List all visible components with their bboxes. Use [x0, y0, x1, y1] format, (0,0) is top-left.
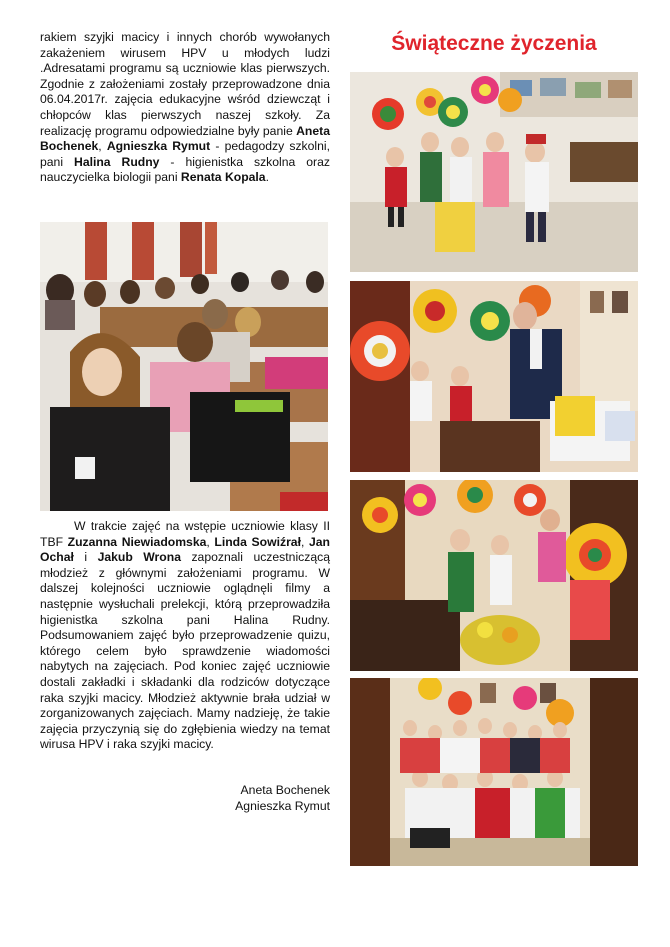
article-text: ,: [98, 139, 107, 154]
person-name: Linda Sowiźrał: [214, 534, 301, 549]
person-name: Jakub Wrona: [97, 550, 181, 565]
photo-group-picture: [350, 678, 638, 866]
photo-children-procession: [350, 72, 638, 272]
photo-children-with-guest: [350, 281, 638, 472]
person-name: Halina Rudny: [74, 154, 160, 169]
person-name: Agnieszka Rymut: [106, 139, 211, 154]
article-text: ,: [300, 534, 309, 549]
article-text: ,: [206, 534, 215, 549]
signature-line-1: Aneta Bochenek: [240, 783, 330, 797]
article-text: - pedagodzy szkolni, pani: [40, 139, 331, 169]
classroom-photo: [40, 222, 328, 511]
article-text: W trakcie zajęć na wstępie uczniowie klasy II TBF: [40, 519, 330, 549]
person-name: Aneta Bochenek: [40, 123, 330, 154]
signature-line-2: Agnieszka Rymut: [235, 799, 330, 813]
article-text: rakiem szyjki macicy i innych chorób wywołanych zakażeniem wirusem HPV u młodych ludzi .Adresatami programu są uczniowie klas pierwszych. Zgodnie z założeniami zostały przeprowadzone dnia 06.04.2017r. zajęcia edukacyjne wśród dziewcząt i chłopców klas pierwszych naszej szkoły. Za realizację programu odpowiedzialne były panie: [40, 30, 330, 138]
article-paragraph-2: [40, 519, 330, 753]
article-text: .: [265, 170, 269, 185]
photo-children-sunflowers: [350, 480, 638, 671]
article-text: - higienistka szkolna oraz nauczycielka biologii pani: [40, 154, 330, 185]
person-name: Renata Kopala: [180, 170, 266, 185]
article-text: zapoznali uczestniczącą młodzież z głównymi założeniami programu. W dalszej kolejności uczniowie oglądnęli filmy a następnie wysłuchali prelekcji, którą przeprowadziła higienistka szkolna pani Halina Rudny. Podsumowaniem zajęć było przeprowadzenie quizu, którego celem było sprawdzenie wiadomości nabytych na zajęciach. Pod koniec zajęć uczniowie dostali zakładki i składanki dla rodziców dotyczące raka szyjki macicy. Młodzież aktywnie brała udział w zorganizowanych zajęciach. Mamy nadzieję, że takie zajęcia przyczynią się do zgłębienia wiedzy na temat wirusa HPV i raka szyjki macicy.: [40, 550, 330, 752]
article-paragraph-1: [40, 30, 330, 186]
person-name: Zuzanna Niewiadomska: [67, 534, 207, 549]
article-text: i: [73, 550, 98, 565]
person-name: Jan Ochał: [40, 534, 331, 565]
section-heading: Świąteczne życzenia: [391, 32, 597, 55]
